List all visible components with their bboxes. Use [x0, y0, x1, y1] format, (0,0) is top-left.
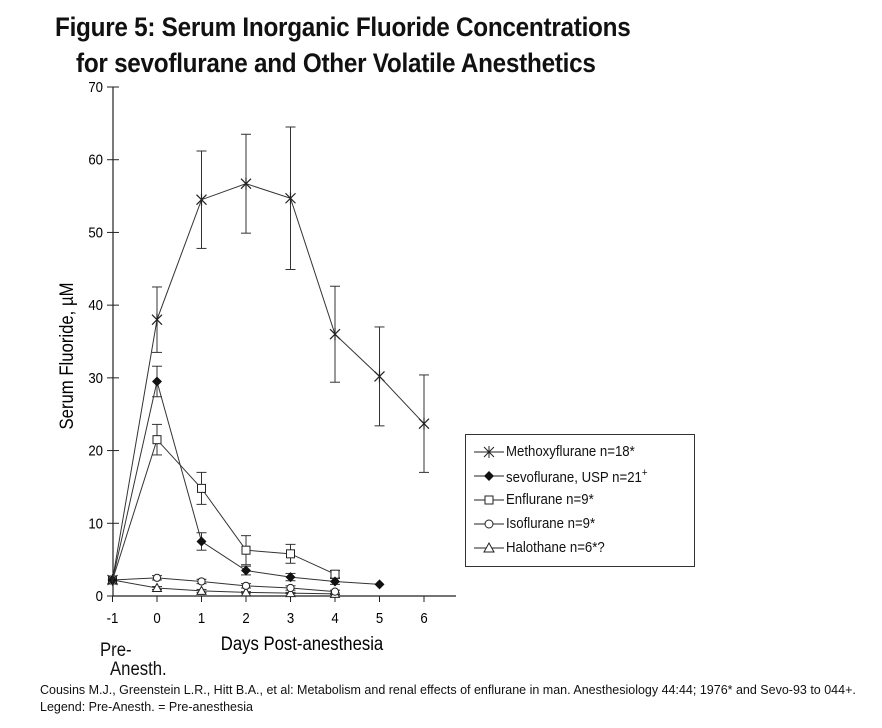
x-tick-label: 3: [286, 609, 295, 627]
circle-marker: [242, 582, 249, 589]
x-tick-label: 4: [331, 609, 339, 627]
circle-marker-icon: [474, 516, 504, 532]
diamond-marker: [152, 376, 162, 386]
axes: [88, 78, 456, 626]
legend-superscript: +: [641, 467, 648, 479]
legend-label: sevoflurane, USP n=21+: [506, 467, 648, 486]
diamond-marker-icon: [474, 468, 504, 484]
circle-marker: [287, 584, 294, 591]
chart-title: Figure 5: Serum Inorganic Fluoride Concentrations: [55, 12, 631, 42]
pre-anesth-label-line1: Pre-: [100, 640, 132, 661]
x-tick-label: 1: [197, 609, 206, 627]
y-tick-label: 20: [88, 441, 103, 459]
star-marker-icon: [474, 444, 504, 460]
y-axis-label: Serum Fluoride, µM: [56, 282, 78, 430]
diamond-marker: [375, 579, 385, 589]
x-tick-label: 2: [242, 609, 250, 627]
square-marker-icon: [474, 492, 504, 508]
series-line: [113, 440, 336, 580]
legend-note-text: Legend: Pre-Anesth. = Pre-anesthesia: [40, 700, 253, 714]
x-tick-label: 0: [153, 609, 161, 627]
citation-text: Cousins M.J., Greenstein L.R., Hitt B.A., et al: Metabolism and renal effects of enflurane in man. Anesthesiology 44:44; 1976* and Sevo-93 to 044+.: [40, 683, 856, 697]
circle-marker: [331, 588, 338, 595]
diamond-marker: [197, 536, 207, 546]
legend: [465, 434, 695, 567]
star-marker: [241, 178, 251, 190]
y-tick-label: 10: [88, 514, 103, 532]
legend-label: Isoflurane n=9*: [506, 515, 596, 532]
legend-item-enflurane: [466, 489, 694, 511]
legend-item-halothane: [466, 537, 694, 559]
y-tick-label: 0: [95, 587, 103, 605]
legend-item-methoxyflurane: [466, 441, 694, 463]
legend-label: Enflurane n=9*: [506, 491, 594, 508]
x-axis-label: Days Post-anesthesia: [220, 633, 384, 655]
x-tick-label: 5: [375, 609, 384, 627]
y-tick-label: 40: [88, 296, 103, 314]
circle-marker: [198, 578, 205, 585]
y-tick-label: 50: [88, 223, 103, 241]
square-marker: [242, 546, 250, 554]
pre-anesth-label-line2: Anesth.: [110, 659, 167, 680]
series-line: [113, 580, 336, 594]
y-tick-label: 70: [88, 78, 103, 96]
legend-label: Methoxyflurane n=18*: [506, 443, 635, 460]
star-marker: [197, 194, 207, 206]
circle-marker: [153, 574, 160, 581]
square-marker: [287, 550, 295, 558]
series-methoxyflurane: [108, 127, 430, 586]
x-tick-label: 6: [420, 609, 428, 627]
square-marker: [198, 484, 206, 492]
series-group: [108, 127, 430, 597]
series-line: [113, 578, 336, 592]
legend-label: Halothane n=6*?: [506, 539, 605, 556]
star-marker: [375, 370, 385, 382]
triangle-marker-icon: [474, 540, 504, 556]
diamond-marker: [241, 566, 251, 576]
legend-item-isoflurane: [466, 513, 694, 535]
star-marker: [419, 418, 429, 430]
star-marker: [330, 328, 340, 340]
legend-item-sevoflurane: [466, 465, 694, 487]
x-tick-label: -1: [106, 609, 119, 627]
star-marker: [152, 314, 162, 326]
y-tick-label: 30: [88, 369, 103, 387]
y-tick-label: 60: [88, 150, 103, 168]
series-enflurane: [109, 424, 341, 584]
square-marker: [153, 436, 161, 444]
star-marker: [286, 192, 296, 204]
chart-subtitle: for sevoflurane and Other Volatile Anesthetics: [76, 48, 596, 78]
